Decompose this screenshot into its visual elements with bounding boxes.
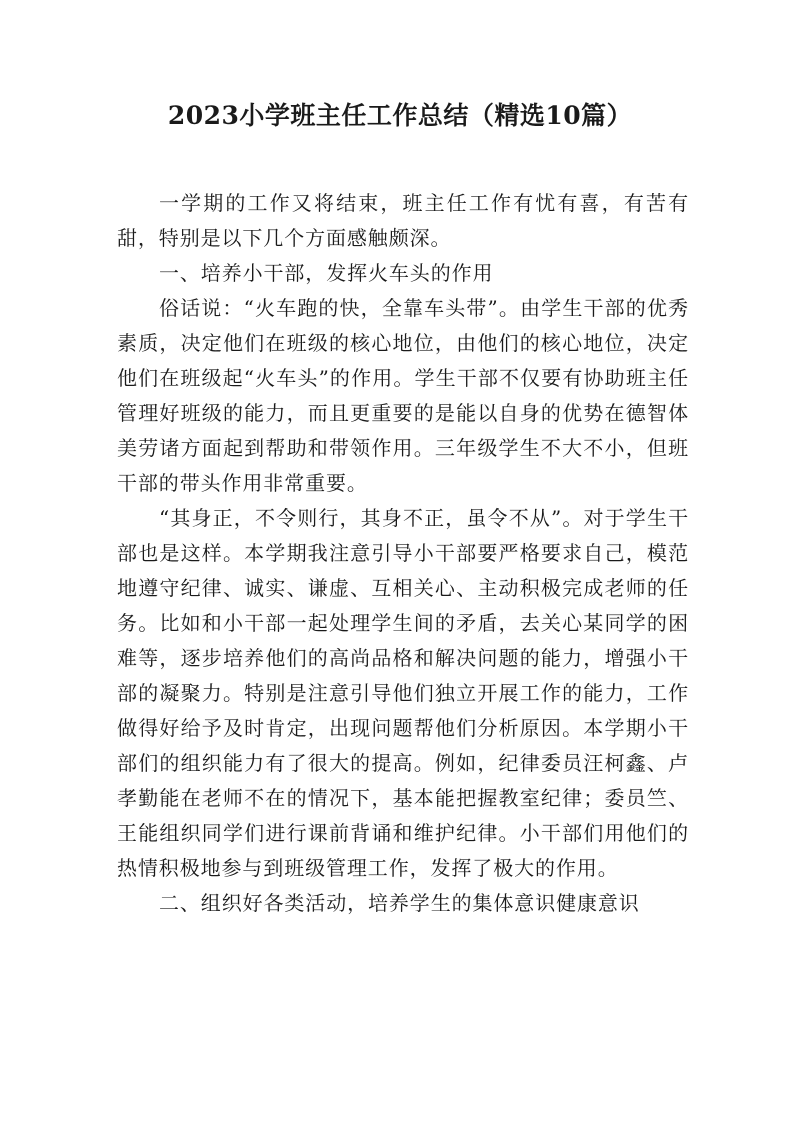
document-body [117,186,689,921]
paragraph-intro: 一学期的工作又将结束，班主任工作有忧有喜，有苦有甜，特别是以下几个方面感触颇深。 [117,191,689,250]
paragraph-proverb: 俗话说：“火车跑的快，全靠车头带”。由学生干部的优秀素质，决定他们在班级的核心地位，由他们的核心地位，决定他们在班级起“火车头”的作用。学生干部不仅要有协助班主任管理好班级的能力，而且更重要的是能以自身的优势在德智体美劳诸方面起到帮助和带领作用。三年级学生不大不小，但班干部的带头作用非常重要。 [117,296,689,495]
document-title: 2023小学班主任工作总结（精选10篇） [167,101,633,130]
section-heading-1: 一、培养小干部，发挥火车头的作用 [159,261,494,285]
paragraph-example: “其身正，不令则行，其身不正，虽令不从”。对于学生干部也是这样。本学期我注意引导小干部要严格要求自己，模范地遵守纪律、诚实、谦虚、互相关心、主动积极完成老师的任务。比如和小干部一起处理学生间的矛盾，去关心某同学的困难等，逐步培养他们的高尚品格和解决问题的能力，增强小干部的凝聚力。特别是注意引导他们独立开展工作的能力，工作做得好给予及时肯定，出现问题帮他们分析原因。本学期小干部们的组织能力有了很大的提高。例如，纪律委员汪柯鑫、卢孝勤能在老师不在的情况下，基本能把握教室纪律；委员竺、王能组织同学们进行课前背诵和维护纪律。小干部们用他们的热情积极地参与到班级管理工作，发挥了极大的作用。 [117,506,689,880]
section-heading-2: 二、组织好各类活动，培养学生的集体意识健康意识 [159,891,640,915]
